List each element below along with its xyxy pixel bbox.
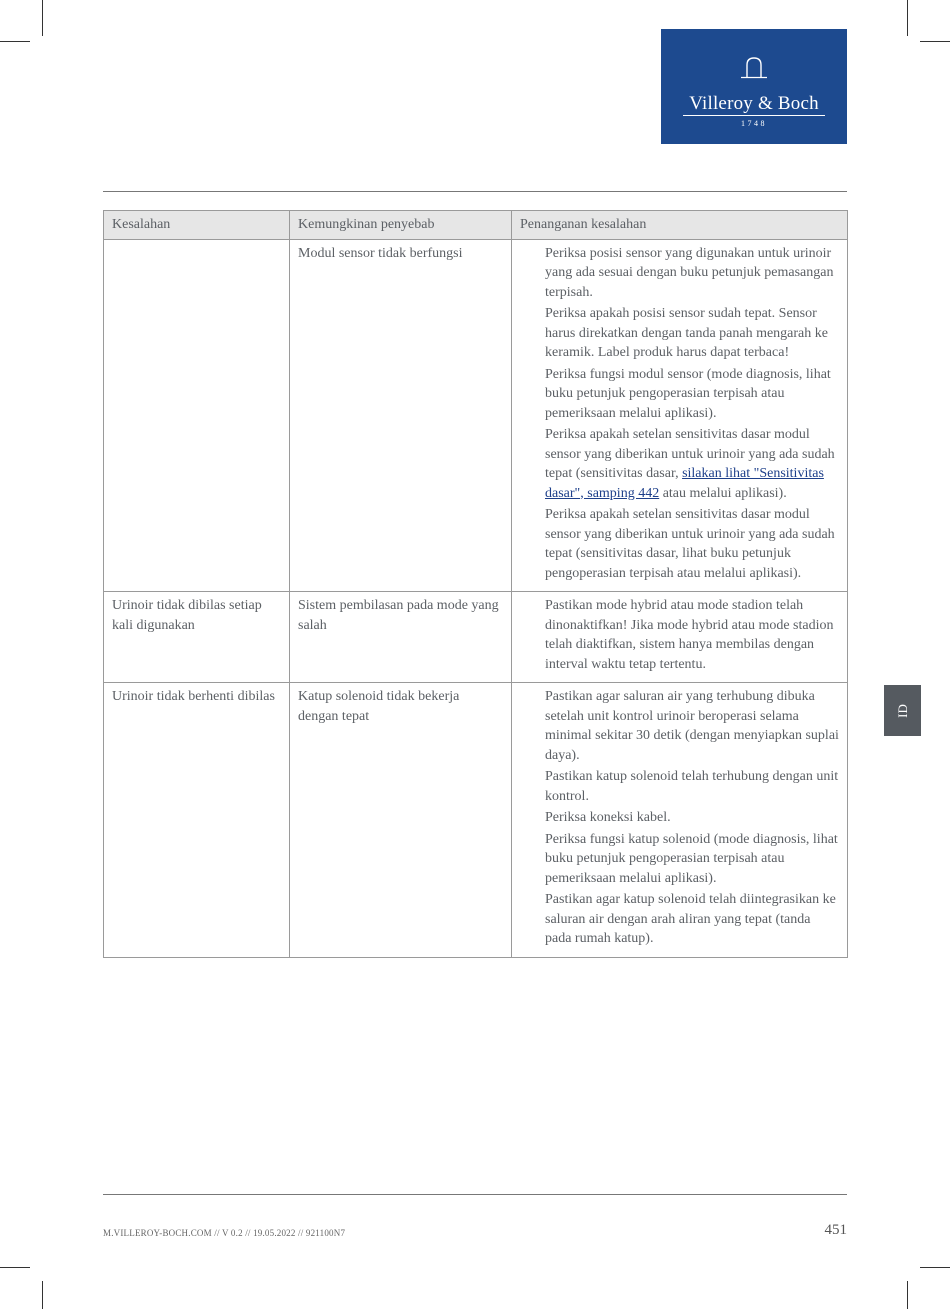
table-row [104, 683, 848, 958]
lamp-icon [661, 57, 847, 79]
brand-logo [661, 29, 847, 144]
header-solution: Penanganan kesalahan [512, 211, 848, 240]
crop-mark [920, 41, 950, 42]
header-cause: Kemungkinan penyebab [290, 211, 512, 240]
crop-mark [907, 1281, 908, 1309]
crop-mark [0, 41, 30, 42]
solution-item [545, 425, 839, 503]
table-header-row [104, 211, 848, 240]
fault-cell [104, 239, 290, 592]
brand-underline [683, 115, 825, 116]
header-fault: Kesalahan [104, 211, 290, 240]
solution-text: Periksa apakah setelan sensitivitas dasar modul sensor yang diberikan untuk urinoir yang ada sudah tepat (sensitivitas dasar, [545, 427, 835, 481]
solution-text: atau melalui aplikasi). [659, 485, 787, 501]
solution-item: Periksa apakah posisi sensor sudah tepat. Sensor harus direkatkan dengan tanda panah mengarah ke keramik. Label produk harus dapat terbaca! [545, 306, 828, 360]
footer-meta: M.VILLEROY-BOCH.COM // V 0.2 // 19.05.2022 // 921100N7 [103, 1228, 346, 1238]
brand-year: 1748 [741, 119, 767, 128]
language-tab-label: ID [894, 703, 910, 718]
crop-mark [42, 1281, 43, 1309]
language-tab [884, 685, 921, 736]
solution-cell [512, 683, 848, 958]
solution-cell [512, 239, 848, 592]
solution-item: Pastikan agar saluran air yang terhubung dibuka setelah unit kontrol urinoir beroperasi selama minimal sekitar 30 detik (dengan menyiapkan suplai daya). [545, 689, 839, 763]
cause-cell: Modul sensor tidak berfungsi [290, 239, 512, 592]
solution-item: Pastikan agar katup solenoid telah diintegrasikan ke saluran air dengan arah aliran yang tepat (tanda pada rumah katup). [545, 892, 836, 946]
solution-item: Periksa apakah setelan sensitivitas dasar modul sensor yang diberikan untuk urinoir yang ada sudah tepat (sensitivitas dasar, lihat buku petunjuk pengoperasian terpisah atau melalui aplikasi). [545, 507, 835, 581]
cause-cell: Sistem pembilasan pada mode yang salah [290, 592, 512, 683]
solution-item: Pastikan mode hybrid atau mode stadion telah dinonaktifkan! Jika mode hybrid atau mode stadion telah diaktifkan, sistem hanya membilas dengan interval waktu tetap tertentu. [545, 598, 834, 672]
bottom-rule [103, 1194, 847, 1195]
crop-mark [907, 0, 908, 36]
table-row [104, 592, 848, 683]
solution-item: Pastikan katup solenoid telah terhubung dengan unit kontrol. [545, 769, 839, 804]
solution-cell [512, 592, 848, 683]
fault-cell: Urinoir tidak berhenti dibilas [104, 683, 290, 958]
troubleshooting-table [103, 210, 848, 958]
top-rule [103, 191, 847, 192]
page-number: 451 [824, 1222, 847, 1238]
table-row [104, 239, 848, 592]
solution-item: Periksa fungsi katup solenoid (mode diagnosis, lihat buku petunjuk pengoperasian terpisah atau pemeriksaan melalui aplikasi). [545, 831, 838, 886]
crop-mark [42, 0, 43, 36]
solution-item: Periksa posisi sensor yang digunakan untuk urinoir yang ada sesuai dengan buku petunjuk pemasangan terpisah. [545, 245, 834, 300]
crop-mark [0, 1267, 30, 1268]
solution-item: Periksa koneksi kabel. [545, 810, 671, 825]
cause-cell: Katup solenoid tidak bekerja dengan tepat [290, 683, 512, 958]
crop-mark [920, 1267, 950, 1268]
solution-item: Periksa fungsi modul sensor (mode diagnosis, lihat buku petunjuk pengoperasian terpisah atau pemeriksaan melalui aplikasi). [545, 366, 831, 421]
brand-name: Villeroy & Boch [689, 93, 819, 114]
sensitivity-link[interactable]: silakan lihat "Sensitivitas dasar", samping 442 [545, 466, 824, 501]
fault-cell: Urinoir tidak dibilas setiap kali digunakan [104, 592, 290, 683]
